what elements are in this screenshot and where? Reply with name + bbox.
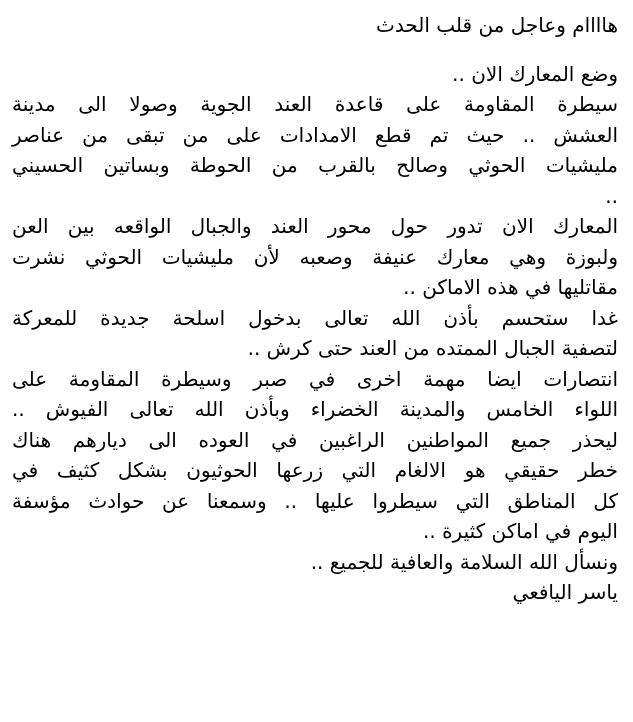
text-line: غدا ستحسم بأذن الله تعالى بدخول اسلحة جديدة للمعركة [12,305,618,330]
post-headline: هاااام وعاجل من قلب الحدث [376,13,618,37]
text-line: لتصفية الجبال الممتده من العند حتى كرش .. [247,336,618,360]
text-line: اللواء الخامس والمدينة الخضراء وبأذن الله تعالى الفيوش .. [12,397,618,421]
text-line: ليحذر جميع المواطنين الراغبين في العوده الى ديارهم هناك [12,427,618,452]
text-line: المعارك الان تدور حول محور العند والجبال الواقعه بين العن [12,214,618,238]
text-line: كل المناطق التي سيطروا عليها .. وسمعنا عن حوادث مؤسفة [12,488,618,513]
text-line: انتصارات ايضا مهمة اخرى في صبر وسيطرة المقاومة على [12,366,618,391]
author-signature: ياسر اليافعي [512,580,618,604]
text-line: مليشيات الحوثي وصالح بالقرب من الحوطة وبساتين الحسيني [12,153,618,177]
text-line: العشش .. حيث تم قطع الامدادات على من تبقى من عناصر [12,122,618,147]
text-line: اليوم في اماكن كثيرة .. [423,519,618,543]
text-line: .. [605,183,618,208]
text-line: وضع المعارك الان .. [452,61,618,86]
text-line: خطر حقيقي هو الالغام التي زرعها الحوثيون بشكل كثيف في [12,458,618,482]
text-line: ونسأل الله السلامة والعافية للجميع .. [310,549,618,574]
text-line: مقاتليها في هذه الاماكن .. [403,275,618,299]
text-line: ولبوزة وهي معارك عنيفة وصعبه لأن مليشيات الحوثي نشرت [12,244,618,269]
text-line: سيطرة المقاومة على قاعدة العند الجوية وصولا الى مدينة [12,92,618,116]
